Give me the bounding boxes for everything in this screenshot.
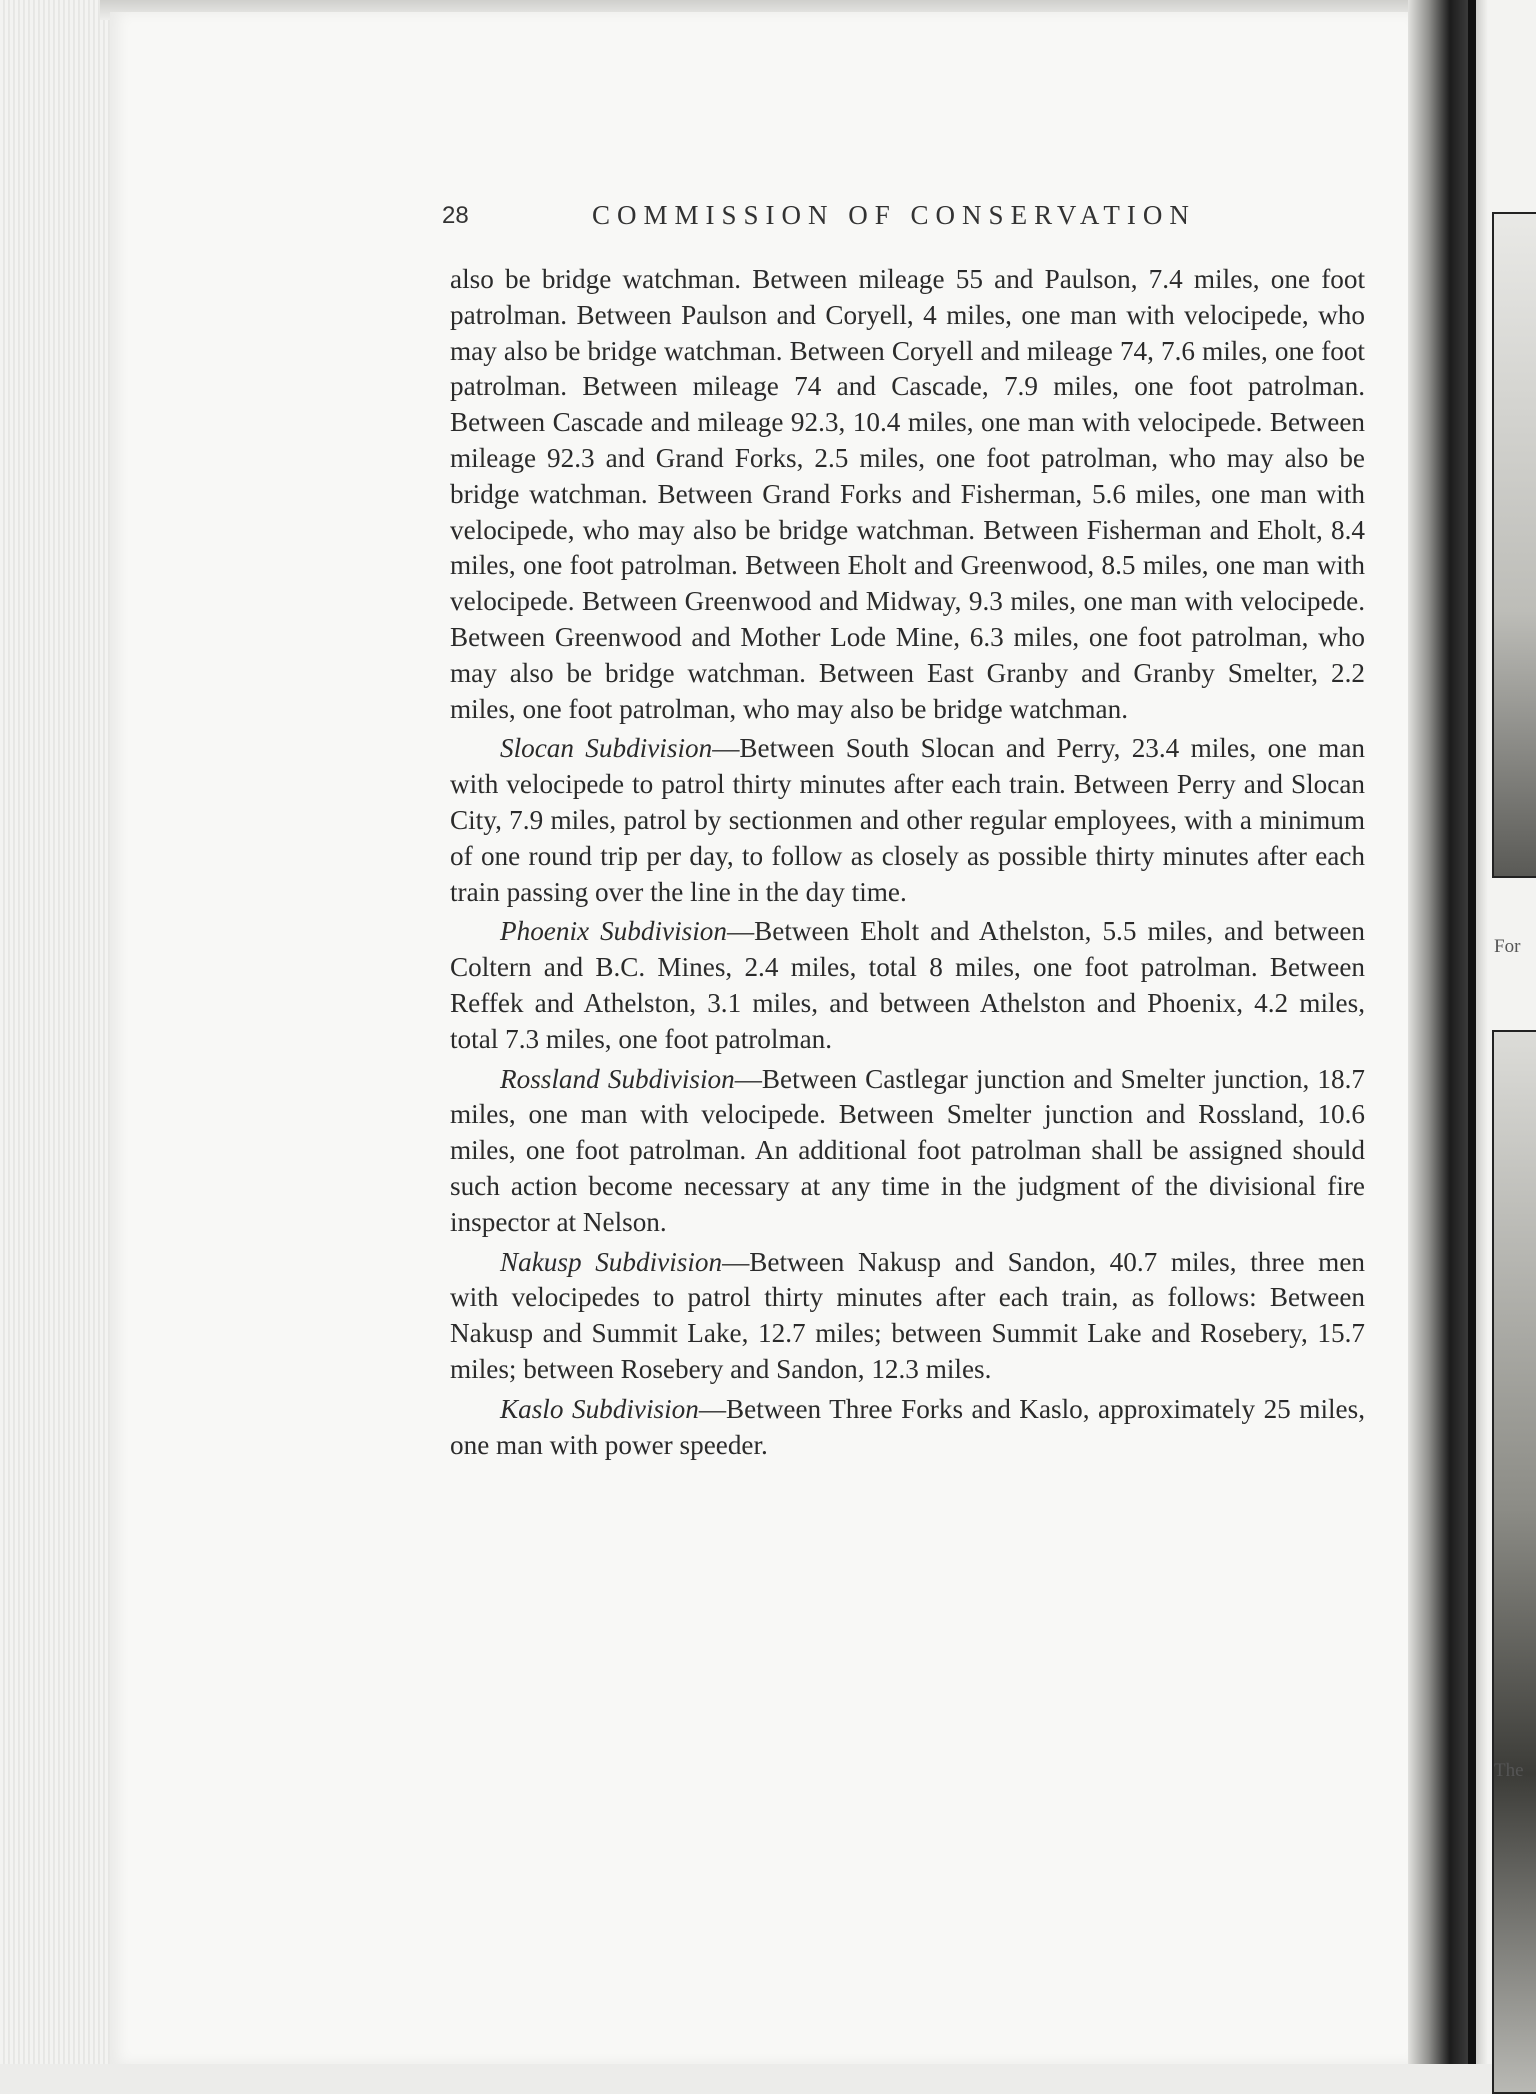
page-header (442, 200, 1362, 240)
paragraph (450, 1392, 1365, 1464)
paragraph-text: —Between Castlegar junction and Smelter junction, 18.7 miles, one man with velocipede. Between Smelter junction and Rossland, 10.6 miles, one foot patrolman. An additional foot patrolman shall be assigned should such action become necessary at any time in the judgment of the divisional fire inspector at Nelson. (450, 1063, 1365, 1237)
paragraph-text: —Between South Slocan and Perry, 23.4 miles, one man with velocipede to patrol thirty minutes after each train. Between Perry and Slocan City, 7.9 miles, patrol by sectionmen and other regular employees, with a minimum of one round trip per day, to follow as closely as possible thirty minutes after each train passing over the line in the day time. (450, 733, 1365, 907)
body-text (450, 262, 1365, 1463)
facing-caption-top: For (1494, 936, 1521, 957)
subdivision-heading: Kaslo Subdivision (500, 1393, 699, 1424)
subdivision-heading: Slocan Subdivision (500, 733, 713, 764)
paragraph (450, 731, 1365, 910)
facing-photo-top (1492, 212, 1536, 878)
paragraph (450, 262, 1365, 727)
paragraph (450, 914, 1365, 1057)
facing-photo-bottom (1492, 1030, 1536, 2094)
subdivision-heading: Nakusp Subdivision (500, 1246, 723, 1277)
paragraph-text: —Between Eholt and Athelston, 5.5 miles, and between Coltern and B.C. Mines, 2.4 miles, total 8 miles, one foot patrolman. Between Reffek and Athelston, 3.1 miles, and between Athelston and Phoenix, 4.2 miles, total 7.3 miles, one foot patrolman. (450, 916, 1365, 1054)
subdivision-heading: Phoenix Subdivision (500, 916, 727, 947)
page-number: 28 (442, 202, 469, 229)
facing-caption-bottom: The (1494, 1760, 1524, 1781)
paragraph (450, 1245, 1365, 1388)
paragraph-text: also be bridge watchman. Between mileage 55 and Paulson, 7.4 miles, one foot patrolman. Between Paulson and Coryell, 4 miles, one man with velocipede, who may also be bridge watchman. Between Coryell and mileage 74, 7.6 miles, one foot patrolman. Between mileage 74 and Cascade, 7.9 miles, one foot patrolman. Between Cascade and mileage 92.3, 10.4 miles, one man with velocipede. Between mileage 92.3 and Grand Forks, 2.5 miles, one foot patrolman, who may also be bridge watchman. Between Grand Forks and Fisherman, 5.6 miles, one man with velocipede, who may also be bridge watchman. Between Fisherman and Eholt, 8.4 miles, one foot patrolman. Between Eholt and Greenwood, 8.5 miles, one man with velocipede. Between Greenwood and Midway, 9.3 miles, one man with velocipede. Between Greenwood and Mother Lode Mine, 6.3 miles, one foot patrolman, who may also be bridge watchman. Between East Granby and Granby Smelter, 2.2 miles, one foot patrolman, who may also be bridge watchman. (450, 264, 1365, 724)
paragraph (450, 1062, 1365, 1241)
subdivision-heading: Rossland Subdivision (500, 1063, 735, 1094)
paragraph-text: —Between Nakusp and Sandon, 40.7 miles, three men with velocipedes to patrol thirty minutes after each train, as follows: Between Nakusp and Summit Lake, 12.7 miles; between Summit Lake and Rosebery, 15.7 miles; between Rosebery and Sandon, 12.3 miles. (450, 1246, 1365, 1384)
book-gutter (1408, 0, 1468, 2064)
paragraph-text: —Between Three Forks and Kaslo, approximately 25 miles, one man with power speeder. (450, 1393, 1365, 1460)
running-head: COMMISSION OF CONSERVATION (592, 200, 1196, 230)
